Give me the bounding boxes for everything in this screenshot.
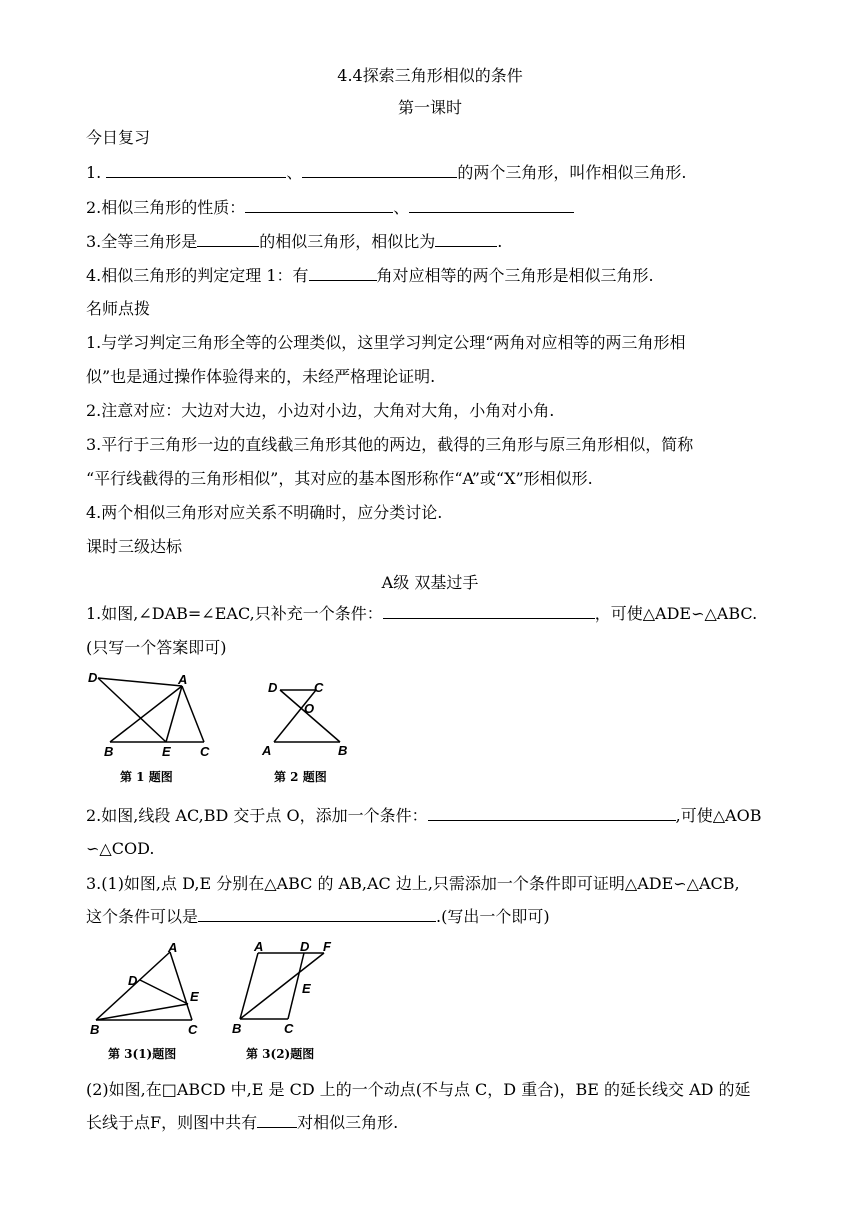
answer-blank[interactable] (198, 907, 436, 922)
problem-1-note: (只写一个答案即可) (86, 638, 227, 657)
figure-3-1-label-b: B (90, 1022, 100, 1034)
figure-3-1-label-c: C (188, 1022, 198, 1034)
figure-2-label-o: O (304, 701, 315, 716)
level-heading: A级 双基过手 (381, 573, 479, 592)
figure-3-1-label-e: E (190, 989, 199, 1004)
figure-3-2-label-e: E (302, 981, 311, 996)
figure-1-label-e: E (162, 744, 171, 759)
figure-2-label-a: A (262, 743, 272, 758)
review-question-1: 1. 、 的两个三角形，叫作相似三角形. (86, 163, 687, 182)
answer-blank[interactable] (435, 232, 497, 247)
figure-3-1-caption: 第 3(1)题图 (108, 1047, 177, 1061)
answer-blank[interactable] (309, 266, 377, 281)
problem-3-2-line-2: 长线于点F，则图中共有 对相似三角形. (86, 1113, 399, 1132)
figure-2 (258, 678, 358, 762)
figure-3-2-label-b: B (232, 1021, 242, 1035)
figure-1-label-c: C (200, 744, 210, 759)
figure-3-2-label-d: D (300, 939, 310, 954)
answer-blank[interactable] (197, 232, 259, 247)
problem-3-2: (2)如图,在□ABCD 中,E 是 CD 上的一个动点(不与点 C，D 重合)，BE 的延长线交 AD 的延 (86, 1080, 751, 1099)
figure-3-2 (228, 935, 348, 1035)
answer-blank[interactable] (302, 163, 457, 178)
review-heading: 今日复习 (86, 128, 151, 147)
answer-blank[interactable] (257, 1113, 297, 1128)
figure-3-1-label-d: D (128, 973, 138, 988)
figure-2-caption: 第 2 题图 (274, 770, 327, 784)
figure-2-label-b: B (338, 743, 348, 758)
figure-3-2-label-a: A (254, 939, 264, 954)
answer-blank[interactable] (428, 806, 676, 821)
figure-1-label-d: D (88, 670, 98, 685)
tip-4: 4.两个相似三角形对应关系不明确时，应分类讨论. (86, 503, 443, 522)
figure-3-1 (86, 938, 206, 1034)
answer-blank[interactable] (106, 163, 286, 178)
page-title: 4.4探索三角形相似的条件 (337, 66, 523, 85)
problem-2-line-2: ∽△COD. (86, 839, 155, 858)
problem-1: 1.如图,∠DAB=∠EAC,只补充一个条件： ，可使△ADE∽△ABC. (86, 604, 758, 623)
figure-1-label-a: A (178, 672, 188, 687)
tip-1-line-1: 1.与学习判定三角形全等的公理类似，这里学习判定公理“两角对应相等的两三角形相 (86, 333, 686, 352)
figure-3-2-label-f: F (323, 939, 331, 954)
figure-1-caption: 第 1 题图 (120, 770, 173, 784)
figure-2-label-c: C (314, 680, 324, 695)
review-question-3: 3.全等三角形是 的相似三角形，相似比为 . (86, 232, 503, 251)
page-subtitle: 第一课时 (397, 98, 462, 117)
figure-3-2-caption: 第 3(2)题图 (246, 1047, 315, 1061)
answer-blank[interactable] (409, 198, 574, 213)
review-question-4: 4.相似三角形的判定定理 1：有 角对应相等的两个三角形是相似三角形. (86, 266, 654, 285)
tip-1-line-2: 似”也是通过操作体验得来的，未经严格理论证明. (86, 367, 436, 386)
figure-1-label-b: B (104, 744, 114, 759)
figure-3-2-label-c: C (284, 1021, 294, 1035)
figure-1 (86, 670, 226, 760)
figure-2-label-d: D (268, 680, 278, 695)
answer-blank[interactable] (383, 604, 595, 619)
tips-heading: 名师点拨 (86, 299, 151, 318)
problem-3-1: 3.(1)如图,点 D,E 分别在△ABC 的 AB,AC 边上,只需添加一个条件即可证明△ADE∽△ACB, (86, 874, 740, 893)
review-question-2: 2.相似三角形的性质： 、 (86, 198, 574, 218)
tip-3-line-1: 3.平行于三角形一边的直线截三角形其他的两边，截得的三角形与原三角形相似，简称 (86, 435, 694, 454)
tip-2: 2.注意对应：大边对大边，小边对小边，大角对大角，小角对小角. (86, 401, 555, 420)
practice-heading: 课时三级达标 (86, 537, 183, 556)
problem-2: 2.如图,线段 AC,BD 交于点 O，添加一个条件： ,可使△AOB (86, 806, 762, 825)
problem-3-1-line-2: 这个条件可以是 .(写出一个即可) (86, 907, 550, 926)
answer-blank[interactable] (245, 198, 393, 213)
figure-3-1-label-a: A (168, 940, 178, 955)
tip-3-line-2: “平行线截得的三角形相似”，其对应的基本图形称作“A”或“X”形相似形. (86, 469, 593, 488)
